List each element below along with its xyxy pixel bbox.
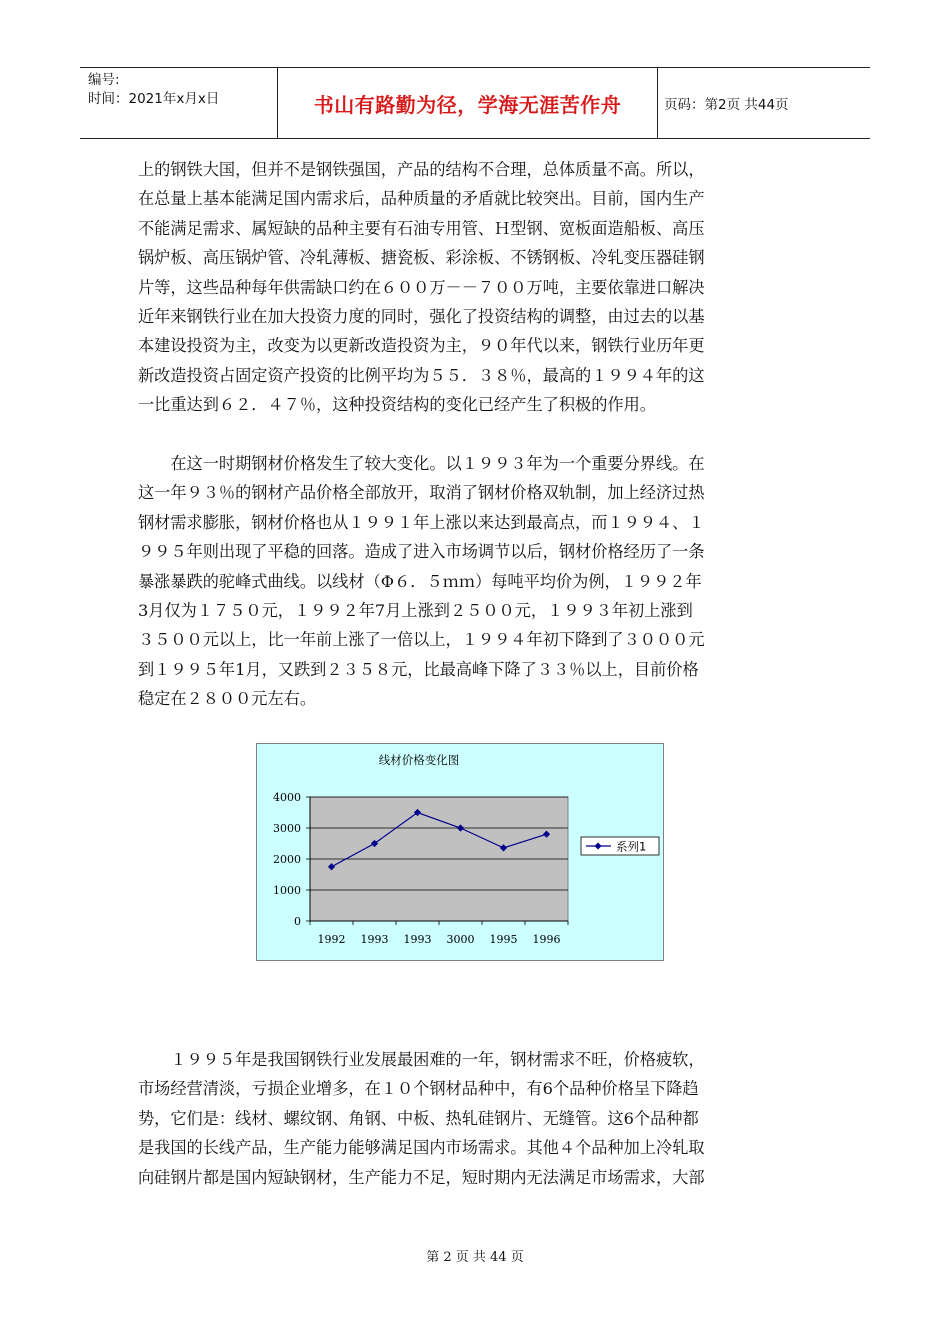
x-tick-label: 3000 bbox=[446, 933, 475, 946]
text-line: 一比重达到６２．４７％，这种投资结构的变化已经产生了积极的作用。 bbox=[138, 395, 656, 415]
y-tick-label: 3000 bbox=[273, 822, 301, 835]
text-line: ３５００元以上，比一年前上涨了一倍以上，１９９４年初下降到了３０００元 bbox=[138, 630, 705, 650]
text-line: ９９５年则出现了平稳的回落。造成了进入市场调节以后，钢材价格经历了一条 bbox=[138, 542, 705, 562]
text-line: 新改造投资占固定资产投资的比例平均为５５．３８％，最高的１９９４年的这 bbox=[138, 365, 705, 385]
header-meta bbox=[80, 68, 278, 138]
x-tick-label: 1992 bbox=[317, 933, 346, 946]
text-line: 在总量上基本能满足国内需求后，品种质量的矛盾就比较突出。目前，国内生产 bbox=[138, 189, 705, 209]
text-line: 不能满足需求、属短缺的品种主要有石油专用管、Ｈ型钢、宽板面造船板、高压 bbox=[138, 218, 705, 238]
text-line: 到１９９５年1月，又跌到２３５８元，比最高峰下降了３３％以上，目前价格 bbox=[138, 659, 699, 679]
page-header bbox=[80, 67, 870, 139]
page-footer: 第 2 页 共 44 页 bbox=[426, 1250, 524, 1265]
text-line: 这一年９３％的钢材产品价格全部放开，取消了钢材价格双轨制，加上经济过热 bbox=[138, 483, 705, 503]
text-line: 向硅钢片都是国内短缺钢材，生产能力不足，短时期内无法满足市场需求，大部 bbox=[138, 1167, 705, 1187]
text-line: 上的钢铁大国，但并不是钢铁强国，产品的结构不合理，总体质量不高。所以， bbox=[138, 160, 705, 179]
text-line: 本建设投资为主，改变为以更新改造投资为主，９０年代以来，钢铁行业历年更 bbox=[138, 336, 705, 356]
x-tick-label: 1995 bbox=[489, 933, 518, 946]
paragraph-1 bbox=[138, 155, 818, 420]
x-tick-label: 1993 bbox=[403, 933, 432, 946]
text-line: 势，它们是：线材、螺纹钢、角钢、中板、热轧硅钢片、无缝管。这6个品种都 bbox=[138, 1108, 699, 1128]
chart-title: 线材价格变化图 bbox=[378, 753, 460, 767]
text-line: 暴涨暴跌的驼峰式曲线。以线材（Φ６．５ｍｍ）每吨平均价为例，１９９２年 bbox=[138, 571, 702, 591]
text-line: 市场经营清淡，亏损企业增多，在１０个钢材品种中，有6个品种价格呈下降趋 bbox=[138, 1079, 699, 1099]
x-tick-label: 1996 bbox=[532, 933, 561, 946]
text-line: 在这一时期钢材价格发生了较大变化。以１９９３年为一个重要分界线。在 bbox=[138, 454, 705, 473]
y-tick-label: 0 bbox=[294, 915, 301, 928]
document-time: 时间：2021年x月x日 bbox=[88, 91, 220, 107]
text-line: 钢材需求膨胀，钢材价格也从１９９１年上涨以来达到最高点，而１９９４、１ bbox=[138, 512, 705, 532]
header-motto: 书山有路勤为径，学海无涯苦作舟 bbox=[278, 68, 658, 138]
y-tick-label: 2000 bbox=[273, 853, 301, 866]
chart-canvas bbox=[257, 744, 663, 960]
document-number-label: 编号: bbox=[88, 72, 120, 88]
paragraph-3 bbox=[138, 1045, 818, 1192]
text-line: １９９５年是我国钢铁行业发展最困难的一年，钢材需求不旺，价格疲软， bbox=[138, 1050, 705, 1069]
wire-rod-price-chart bbox=[256, 743, 664, 961]
y-tick-label: 1000 bbox=[273, 884, 301, 897]
text-line: 3月仅为１７５０元，１９９２年7月上涨到２５００元，１９９３年初上涨到 bbox=[138, 601, 693, 621]
text-line: 稳定在２８００元左右。 bbox=[138, 689, 317, 709]
paragraph-2 bbox=[138, 449, 818, 714]
header-page-info: 页码：第2页 共44页 bbox=[664, 97, 789, 113]
text-line: 是我国的长线产品，生产能力能够满足国内市场需求。其他４个品种加上冷轧取 bbox=[138, 1138, 705, 1158]
text-line: 片等，这些品种每年供需缺口约在６００万－－７００万吨，主要依靠进口解决 bbox=[138, 277, 705, 297]
text-line: 锅炉板、高压锅炉管、冷轧薄板、搪瓷板、彩涂板、不锈钢板、冷轧变压器硅钢 bbox=[138, 248, 705, 268]
y-tick-label: 4000 bbox=[273, 791, 301, 804]
text-line: 近年来钢铁行业在加大投资力度的同时，强化了投资结构的调整，由过去的以基 bbox=[138, 307, 705, 327]
x-tick-label: 1993 bbox=[360, 933, 389, 946]
legend-label: 系列1 bbox=[616, 839, 647, 854]
